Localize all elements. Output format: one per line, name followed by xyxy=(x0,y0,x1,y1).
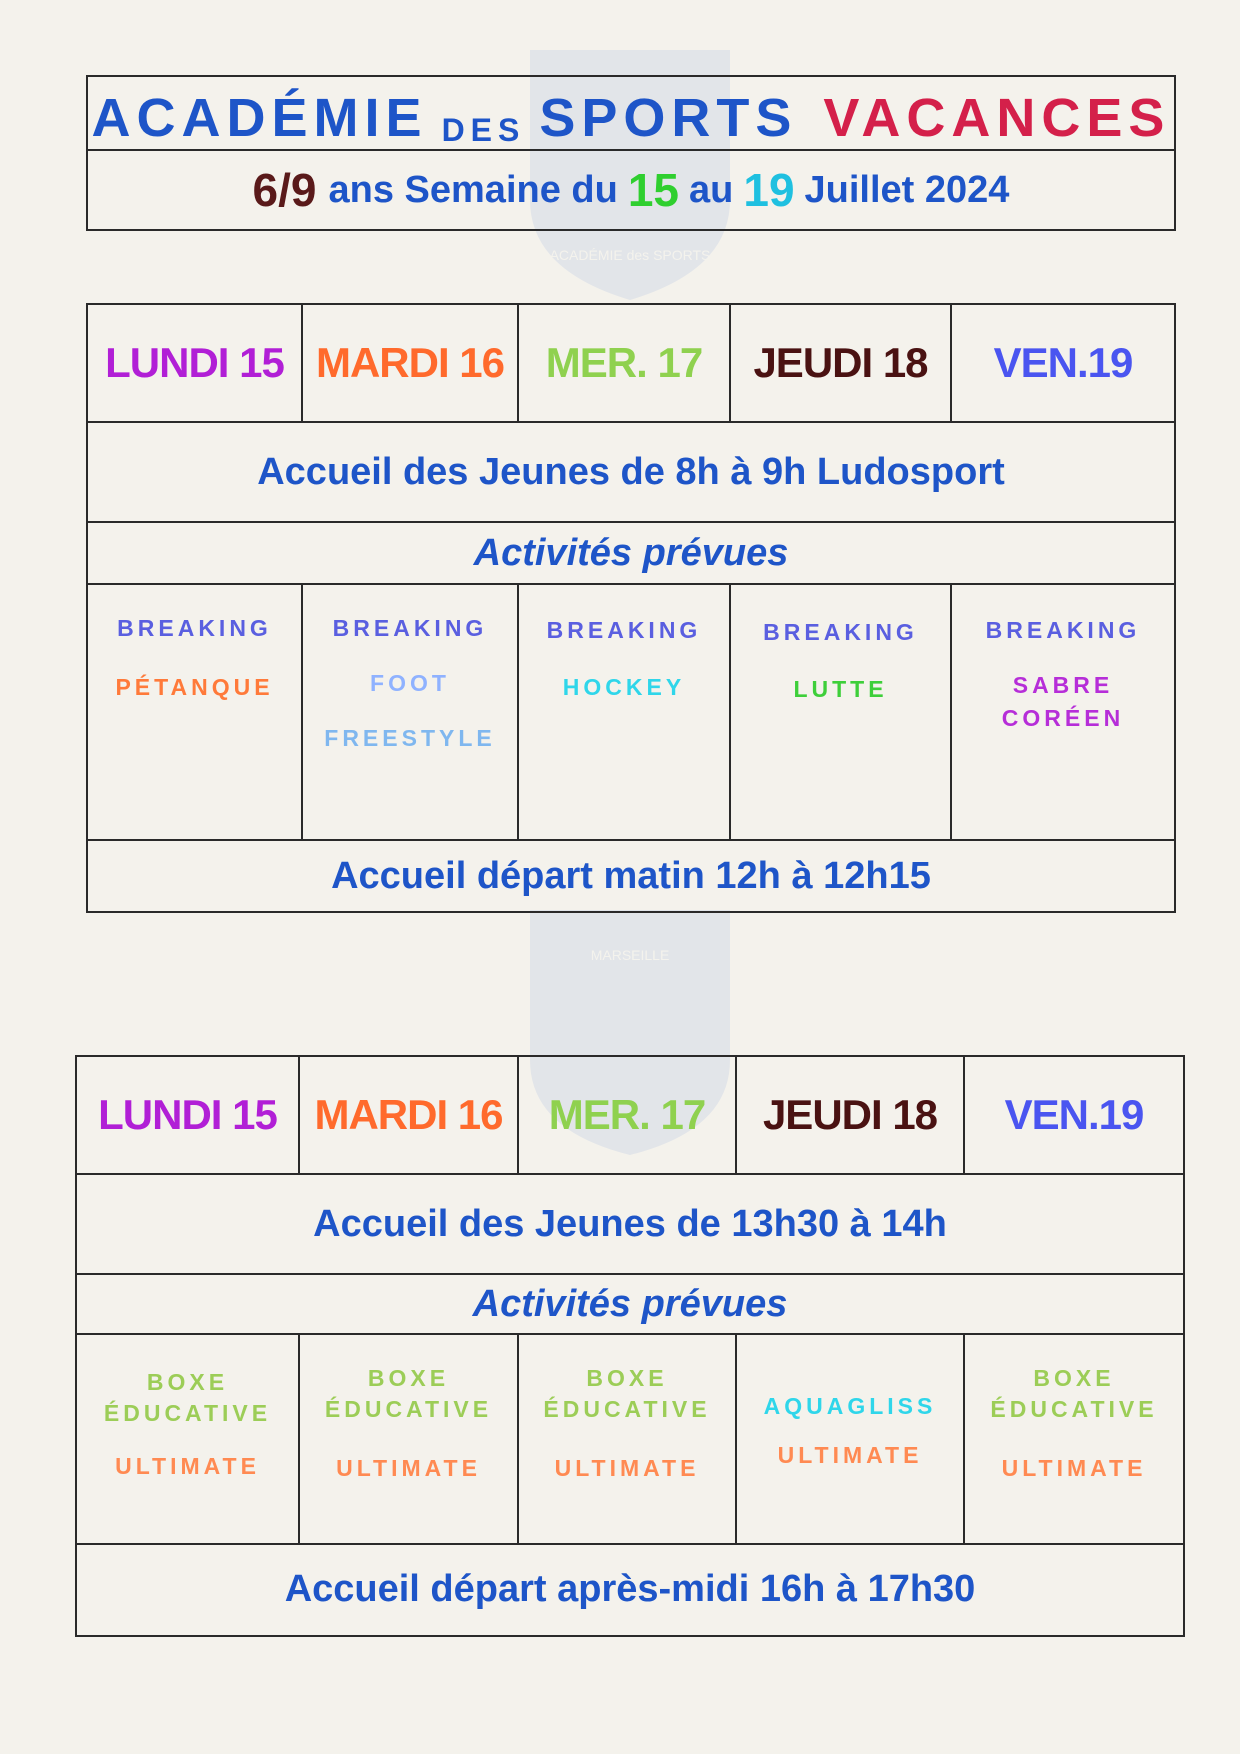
morning-departure: Accueil départ matin 12h à 12h15 xyxy=(331,854,931,897)
activity-item: BREAKING xyxy=(763,619,918,645)
activities-label: Activités prévues xyxy=(473,531,789,574)
activity-item: ULTIMATE xyxy=(1001,1455,1147,1481)
welcome-row xyxy=(77,1175,1183,1275)
day-header-wednesday: MER. 17 xyxy=(519,1057,737,1173)
activity-item: ULTIMATE xyxy=(554,1455,700,1481)
activity-item: BREAKING xyxy=(985,617,1141,643)
activities-monday xyxy=(88,585,303,839)
subtitle-age: 6/9 xyxy=(252,164,317,216)
day-header-wednesday: MER. 17 xyxy=(519,305,731,421)
activities-label-row xyxy=(77,1275,1183,1335)
subtitle-day-start: 15 xyxy=(627,164,679,216)
activities-wednesday xyxy=(519,1335,737,1543)
activity-item: HOCKEY xyxy=(562,674,686,700)
title-des: DES xyxy=(441,112,526,148)
activity-item: ÉDUCATIVE xyxy=(543,1396,711,1422)
activity-item: BOXE xyxy=(586,1365,668,1391)
activity-item: FREESTYLE xyxy=(324,725,496,751)
activity-item: ÉDUCATIVE xyxy=(990,1396,1158,1422)
title-sports: SPORTS xyxy=(539,88,798,148)
afternoon-schedule xyxy=(75,1055,1185,1637)
day-header-tuesday: MARDI 16 xyxy=(303,305,519,421)
activity-item: BREAKING xyxy=(546,617,702,643)
subtitle-day-end: 19 xyxy=(743,164,795,216)
watermark-text-2: MARSEILLE xyxy=(590,947,670,963)
afternoon-departure: Accueil départ après-midi 16h à 17h30 xyxy=(284,1567,976,1610)
morning-schedule xyxy=(86,303,1176,913)
day-header-friday: VEN.19 xyxy=(1004,1091,1144,1138)
activities-label: Activités prévues xyxy=(472,1282,788,1325)
activity-item: BOXE xyxy=(146,1369,229,1395)
day-header-monday: LUNDI 15 xyxy=(88,305,303,421)
activity-item: BREAKING xyxy=(332,615,488,641)
activity-item: PÉTANQUE xyxy=(115,674,274,700)
activity-item: AQUAGLISS xyxy=(763,1393,937,1419)
activity-item: ULTIMATE xyxy=(777,1442,923,1468)
activity-item: CORÉEN xyxy=(1001,705,1125,731)
welcome-row xyxy=(88,423,1174,523)
watermark-text: ACADÉMIE des SPORTS xyxy=(549,247,711,263)
day-header-friday: VEN.19 xyxy=(993,339,1133,386)
subtitle-text-2: au xyxy=(689,168,734,211)
activities-row xyxy=(88,585,1174,841)
activities-label-row xyxy=(88,523,1174,585)
subtitle-text-3: Juillet 2024 xyxy=(804,168,1010,211)
morning-welcome: Accueil des Jeunes de 8h à 9h Ludosport xyxy=(257,450,1005,493)
day-header-thursday: JEUDI 18 xyxy=(731,305,952,421)
days-row xyxy=(77,1057,1183,1175)
page-title xyxy=(88,77,1174,151)
departure-row xyxy=(88,841,1174,911)
subtitle-text-1: ans Semaine du xyxy=(328,168,618,211)
activities-friday xyxy=(952,585,1174,839)
activities-wednesday xyxy=(519,585,731,839)
days-row xyxy=(88,305,1174,423)
activity-item: BOXE xyxy=(1033,1365,1115,1391)
activities-tuesday xyxy=(303,585,519,839)
activities-friday xyxy=(965,1335,1183,1543)
activities-thursday xyxy=(731,585,952,839)
activity-item: BOXE xyxy=(367,1365,450,1391)
afternoon-welcome: Accueil des Jeunes de 13h30 à 14h xyxy=(313,1202,947,1245)
day-header-monday: LUNDI 15 xyxy=(77,1057,300,1173)
day-header-thursday: JEUDI 18 xyxy=(737,1057,965,1173)
activities-thursday xyxy=(737,1335,965,1543)
activity-item: ULTIMATE xyxy=(115,1453,260,1479)
activity-item: ÉDUCATIVE xyxy=(103,1400,272,1426)
activity-item: FOOT xyxy=(370,670,450,696)
title-vacances: VACANCES xyxy=(823,88,1171,148)
activities-row xyxy=(77,1335,1183,1545)
activity-item: LUTTE xyxy=(793,676,888,702)
departure-row xyxy=(77,1545,1183,1633)
activities-monday xyxy=(77,1335,300,1543)
day-header-tuesday: MARDI 16 xyxy=(300,1057,519,1173)
activity-item: SABRE xyxy=(1012,672,1114,698)
activities-tuesday xyxy=(300,1335,519,1543)
header-box xyxy=(86,75,1176,231)
activity-item: BREAKING xyxy=(117,615,272,641)
title-academie: ACADÉMIE xyxy=(91,88,428,148)
page-subtitle xyxy=(88,151,1174,229)
activity-item: ULTIMATE xyxy=(336,1455,481,1481)
activity-item: ÉDUCATIVE xyxy=(324,1396,493,1422)
